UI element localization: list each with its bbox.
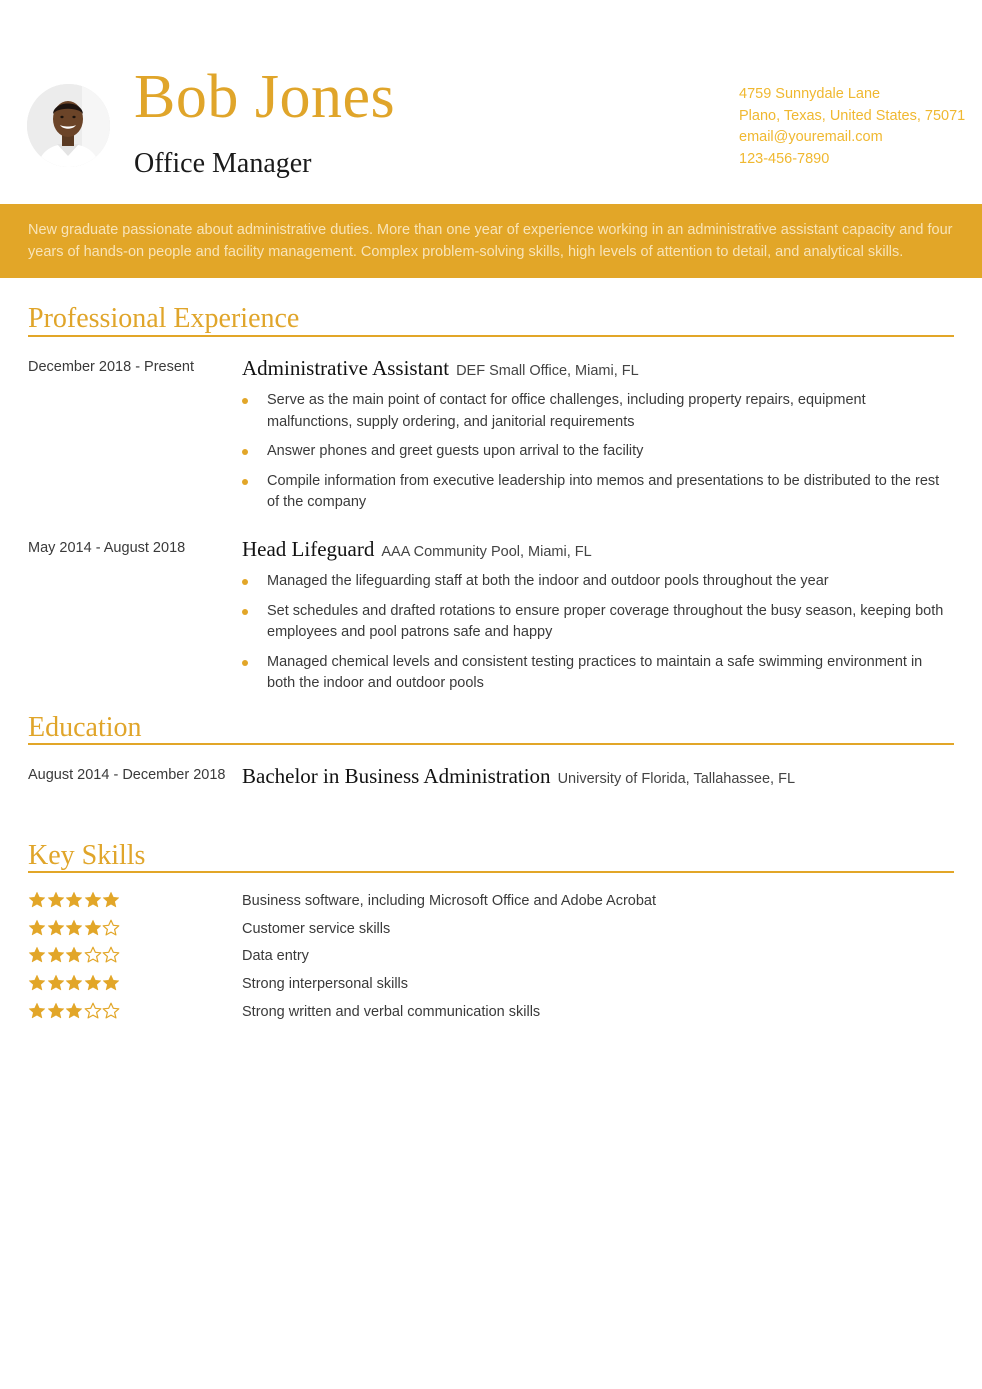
skills-section-title: Key Skills bbox=[28, 840, 146, 871]
job-bullet-list bbox=[242, 390, 954, 522]
bullet-text: Serve as the main point of contact for office challenges, including property repairs, equipment malfunctions, supply ordering, and janitorial requirements bbox=[267, 392, 866, 430]
star-filled-icon bbox=[28, 946, 46, 964]
star-empty-icon bbox=[102, 1002, 120, 1020]
bullet-text: Compile information from executive leadership into memos and presentations to be distributed to the rest of the company bbox=[267, 472, 940, 510]
bullet-dot-icon bbox=[242, 609, 248, 615]
skill-rating bbox=[28, 1002, 121, 1020]
job-dates: December 2018 - Present bbox=[28, 359, 195, 375]
star-filled-icon bbox=[102, 974, 120, 992]
bullet-dot-icon bbox=[242, 398, 248, 404]
job-organization: DEF Small Office, Miami, FL bbox=[456, 363, 639, 379]
summary-band bbox=[0, 204, 982, 278]
candidate-name: Bob Jones bbox=[134, 63, 396, 131]
skill-rating bbox=[28, 919, 121, 937]
bullet-text: Answer phones and greet guests upon arrival to the facility bbox=[267, 443, 644, 459]
profile-photo-image bbox=[27, 84, 110, 167]
bullet-dot-icon bbox=[242, 449, 248, 455]
skills-section-rule bbox=[28, 871, 954, 873]
skill-row bbox=[28, 1002, 954, 1022]
experience-section-title: Professional Experience bbox=[28, 303, 300, 334]
contact-block bbox=[739, 84, 965, 170]
skill-label: Strong written and verbal communication skills bbox=[242, 1003, 541, 1020]
bullet-dot-icon bbox=[242, 479, 248, 485]
contact-address-line: 4759 Sunnydale Lane bbox=[739, 86, 881, 102]
job-heading bbox=[242, 537, 592, 562]
star-filled-icon bbox=[84, 891, 102, 909]
list-item bbox=[242, 571, 954, 593]
skill-label: Customer service skills bbox=[242, 920, 391, 937]
school-name: University of Florida, Tallahassee, FL bbox=[557, 771, 796, 787]
star-filled-icon bbox=[28, 891, 46, 909]
resume-header bbox=[0, 0, 982, 204]
star-filled-icon bbox=[84, 919, 102, 937]
list-item bbox=[242, 601, 954, 644]
list-item bbox=[242, 471, 954, 514]
contact-city-line: Plano, Texas, United States, 75071 bbox=[739, 107, 966, 124]
bullet-text: Set schedules and drafted rotations to ensure proper coverage throughout the busy season, keeping both employees and pool patrons safe and happy bbox=[267, 602, 944, 640]
skill-row bbox=[28, 919, 954, 939]
skill-rating bbox=[28, 891, 121, 909]
candidate-role: Office Manager bbox=[134, 148, 312, 179]
star-filled-icon bbox=[47, 891, 65, 909]
education-heading bbox=[242, 764, 795, 789]
star-filled-icon bbox=[28, 974, 46, 992]
contact-phone[interactable]: 123-456-7890 bbox=[739, 150, 830, 167]
star-empty-icon bbox=[84, 1002, 102, 1020]
skill-row bbox=[28, 974, 954, 994]
education-section-title: Education bbox=[28, 712, 142, 743]
education-section-rule bbox=[28, 743, 954, 745]
bullet-text: Managed the lifeguarding staff at both the indoor and outdoor pools throughout the year bbox=[267, 573, 829, 589]
star-filled-icon bbox=[102, 891, 120, 909]
job-bullet-list bbox=[242, 571, 954, 703]
experience-section-rule bbox=[28, 335, 954, 337]
star-filled-icon bbox=[28, 1002, 46, 1020]
skill-row bbox=[28, 891, 954, 911]
bullet-text: Managed chemical levels and consistent testing practices to maintain a safe swimming environment in both the indoor and outdoor pools bbox=[267, 653, 923, 691]
bullet-dot-icon bbox=[242, 579, 248, 585]
list-item bbox=[242, 390, 954, 433]
skill-rating bbox=[28, 946, 121, 964]
list-item bbox=[242, 441, 954, 463]
star-empty-icon bbox=[102, 919, 120, 937]
star-empty-icon bbox=[102, 946, 120, 964]
star-filled-icon bbox=[65, 891, 83, 909]
job-organization: AAA Community Pool, Miami, FL bbox=[381, 544, 592, 560]
job-heading bbox=[242, 356, 639, 381]
star-filled-icon bbox=[47, 946, 65, 964]
skill-label: Business software, including Microsoft Office and Adobe Acrobat bbox=[242, 893, 657, 909]
star-filled-icon bbox=[65, 974, 83, 992]
contact-email[interactable]: email@youremail.com bbox=[739, 129, 883, 145]
job-title: Administrative Assistant bbox=[242, 356, 450, 380]
profile-photo bbox=[27, 84, 110, 167]
star-filled-icon bbox=[47, 1002, 65, 1020]
list-item bbox=[242, 652, 954, 695]
education-dates: August 2014 - December 2018 bbox=[28, 767, 226, 783]
degree-title: Bachelor in Business Administration bbox=[242, 764, 551, 788]
star-filled-icon bbox=[47, 919, 65, 937]
skill-row bbox=[28, 946, 954, 966]
star-filled-icon bbox=[28, 919, 46, 937]
summary-text: New graduate passionate about administrative duties. More than one year of experience working in an administrative assistant capacity and four years of hands-on people and facility management. Complex problem-solving skills, high levels of attention to detail, and analytical skills. bbox=[28, 222, 953, 260]
star-filled-icon bbox=[65, 919, 83, 937]
job-dates: May 2014 - August 2018 bbox=[28, 540, 186, 556]
skill-label: Strong interpersonal skills bbox=[242, 976, 409, 993]
job-title: Head Lifeguard bbox=[242, 537, 375, 561]
skill-rating bbox=[28, 974, 121, 992]
star-filled-icon bbox=[65, 946, 83, 964]
skill-label: Data entry bbox=[242, 948, 309, 965]
star-empty-icon bbox=[84, 946, 102, 964]
star-filled-icon bbox=[65, 1002, 83, 1020]
star-filled-icon bbox=[84, 974, 102, 992]
bullet-dot-icon bbox=[242, 660, 248, 666]
star-filled-icon bbox=[47, 974, 65, 992]
